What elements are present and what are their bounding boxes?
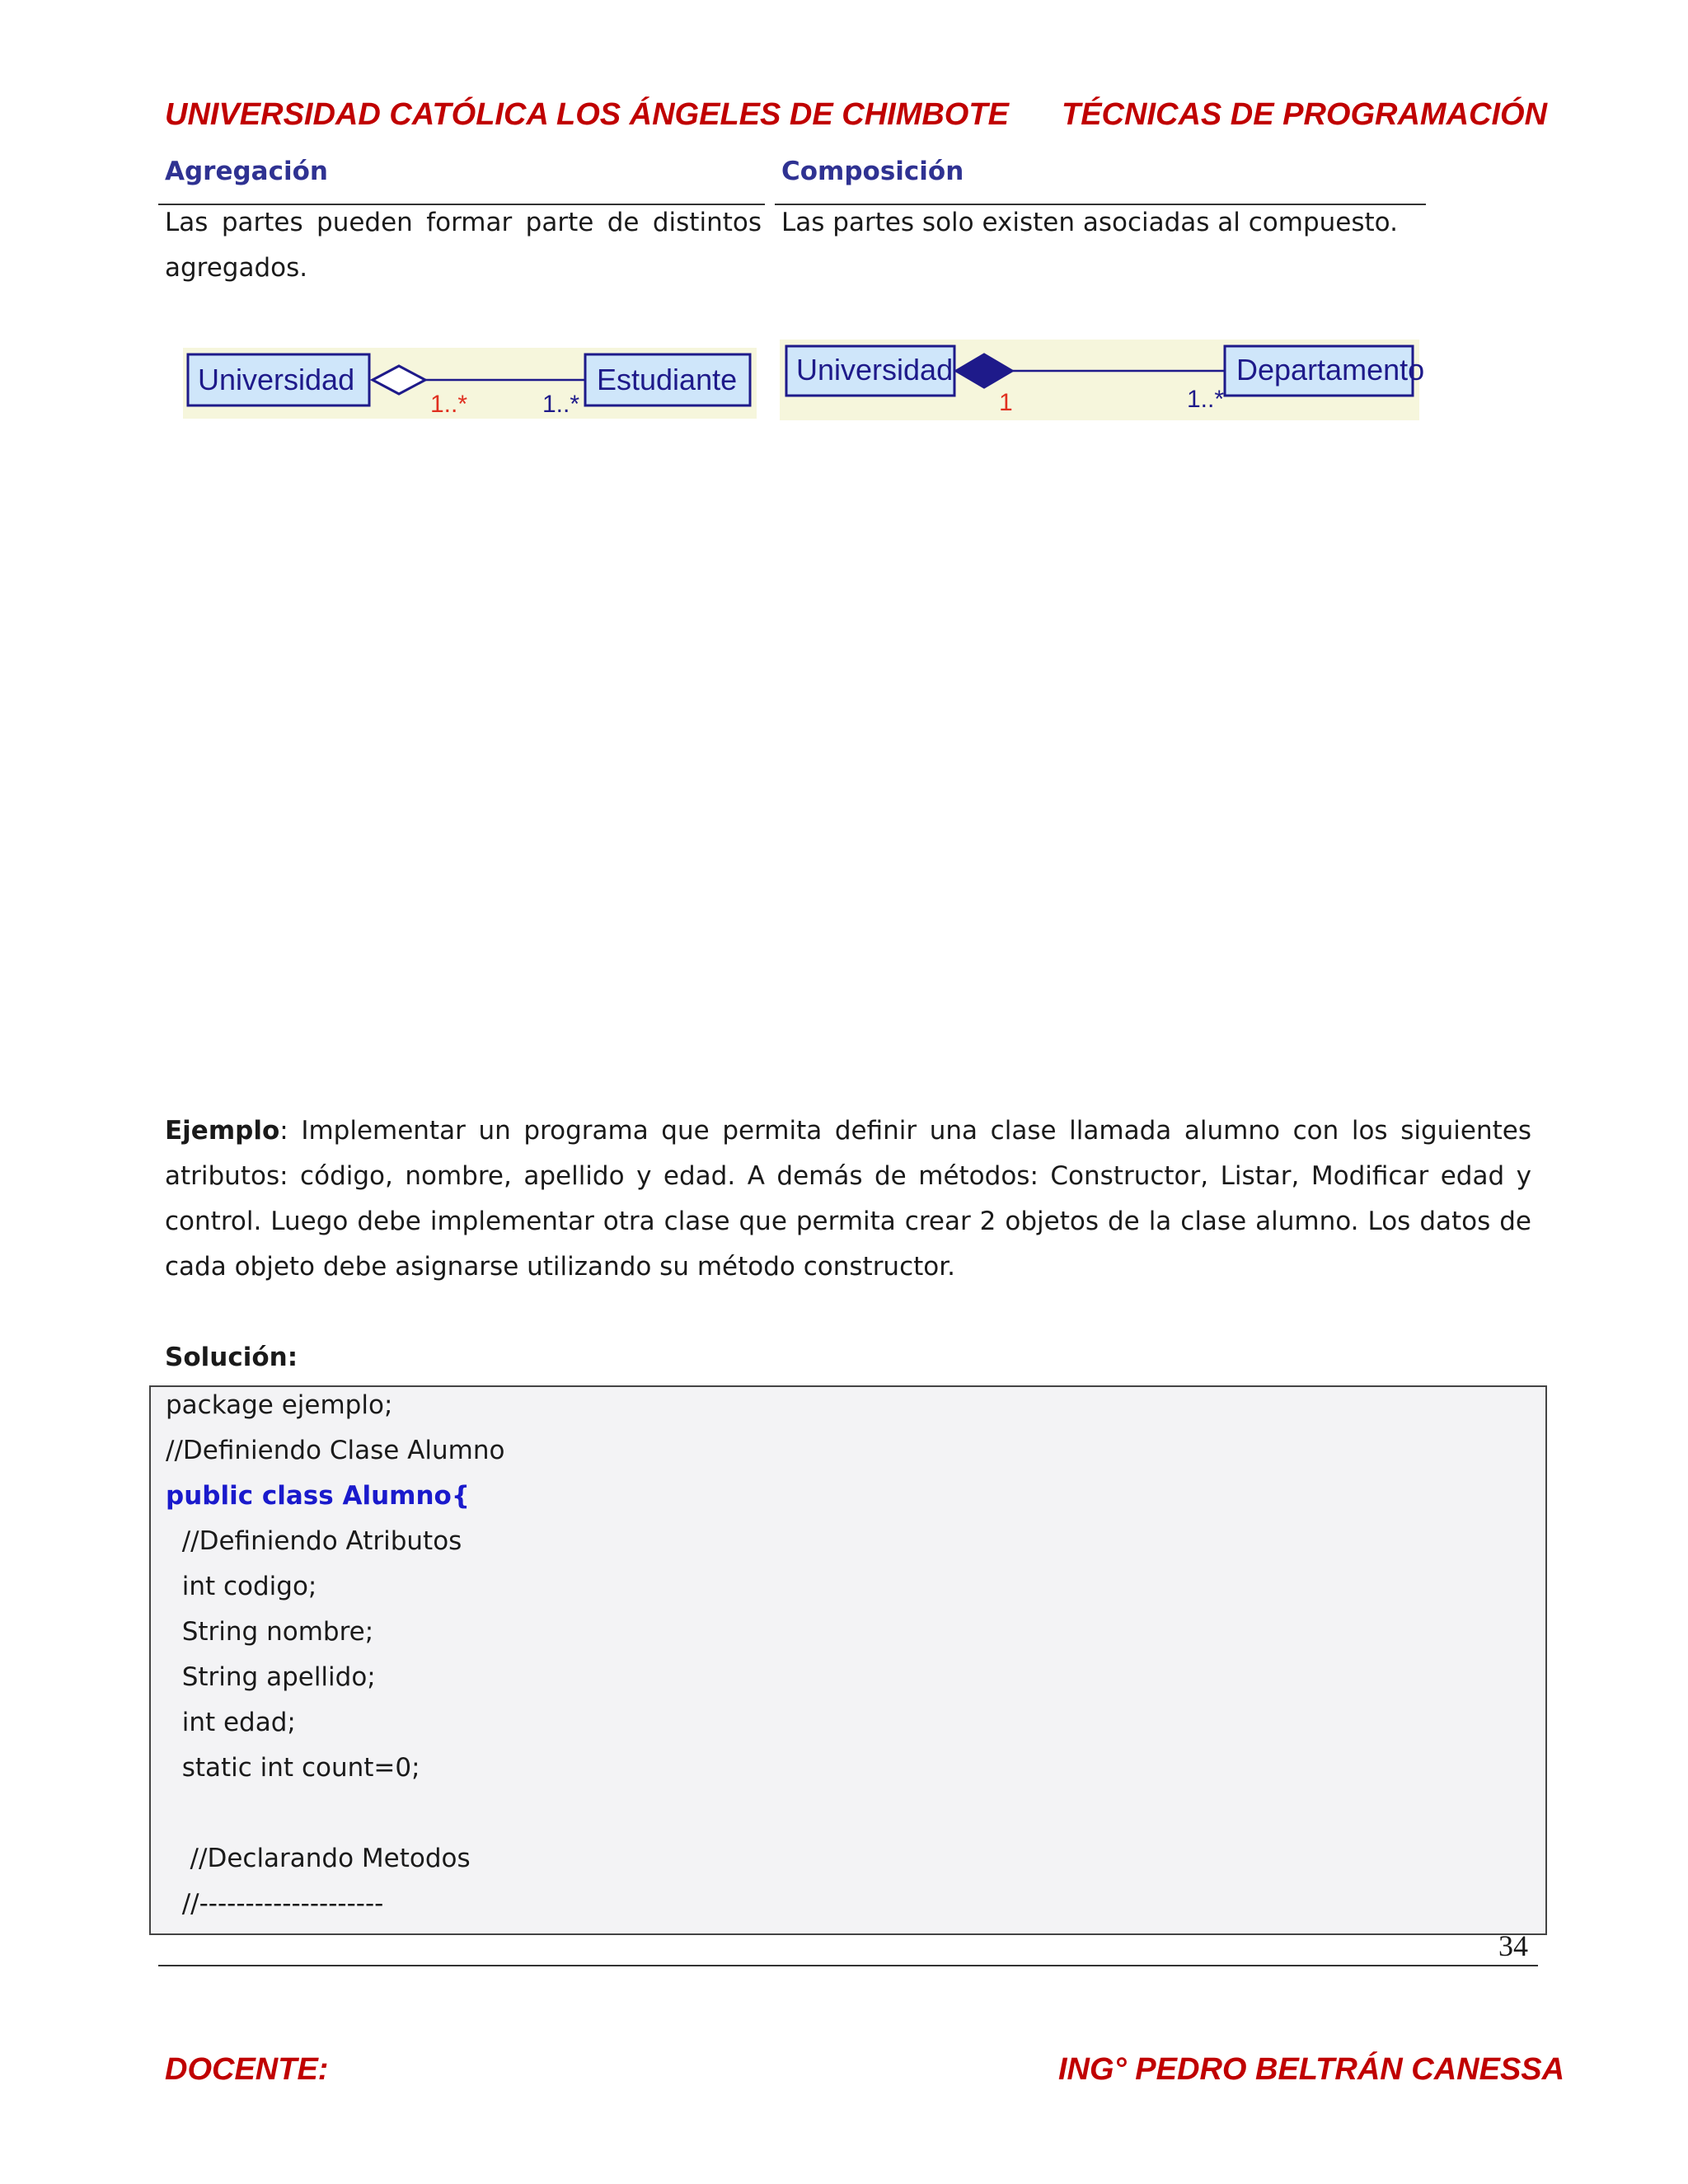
code-line-class-declaration: public class Alumno{ [166, 1481, 470, 1511]
code-line: int edad; [166, 1708, 296, 1737]
composition-text: Las partes solo existen asociadas al compuesto. [781, 208, 1398, 237]
example-line3: control. Luego debe implementar otra clase que permita crear 2 objetos de la clase alumno. Los datos de [165, 1207, 1531, 1236]
composition-title: Composición [781, 157, 964, 186]
aggregation-title: Agregación [165, 157, 328, 186]
aggregation-whole-label: Universidad [198, 363, 355, 396]
code-line: //Declarando Metodos [166, 1844, 471, 1873]
composition-diagram [780, 340, 1425, 420]
code-line: String nombre; [166, 1617, 374, 1647]
composition-whole-label: Universidad [796, 353, 954, 387]
code-line: //Definiendo Clase Alumno [166, 1436, 505, 1465]
footer-rule [158, 1965, 1538, 1966]
example-label: Ejemplo [165, 1116, 280, 1146]
aggregation-mult-whole: 1..* [430, 391, 468, 418]
composition-mult-whole: 1 [999, 389, 1013, 416]
code-line: //-------------------- [166, 1889, 384, 1919]
example-line2: atributos: código, nombre, apellido y edad. A demás de métodos: Constructor, Listar, Modificar edad y [165, 1161, 1531, 1191]
composition-mult-part: 1..* [1187, 386, 1225, 413]
code-line: String apellido; [166, 1662, 376, 1692]
example-line1-text: : Implementar un programa que permita definir una clase llamada alumno con los siguientes [279, 1116, 1531, 1146]
aggregation-text-line1: Las partes pueden formar parte de distintos [165, 208, 762, 237]
solution-label: Solución: [165, 1343, 298, 1372]
footer-teacher-name: ING° PEDRO BELTRÁN CANESSA [1058, 2052, 1565, 2087]
code-block [149, 1385, 1547, 1935]
example-line4: cada objeto debe asignarse utilizando su método constructor. [165, 1252, 956, 1282]
example-line1 [165, 1108, 1531, 1154]
code-line: int codigo; [166, 1572, 317, 1601]
code-line: package ejemplo; [166, 1390, 393, 1420]
header-course: TÉCNICAS DE PROGRAMACIÓN [1062, 97, 1548, 132]
hollow-diamond-icon [373, 366, 425, 394]
header-university: UNIVERSIDAD CATÓLICA LOS ÁNGELES DE CHIMBOTE [165, 97, 1009, 132]
aggregation-mult-part: 1..* [542, 391, 580, 418]
aggregation-part-label: Estudiante [597, 363, 738, 396]
filled-diamond-icon [956, 354, 1012, 387]
aggregation-diagram [183, 348, 757, 419]
aggregation-text-line2: agregados. [165, 253, 308, 283]
footer-teacher-label: DOCENTE: [165, 2052, 329, 2087]
code-line: //Definiendo Atributos [166, 1526, 462, 1556]
page-number: 34 [1498, 1929, 1528, 1962]
code-line: static int count=0; [166, 1753, 420, 1783]
composition-part-label: Departamento [1236, 353, 1425, 387]
